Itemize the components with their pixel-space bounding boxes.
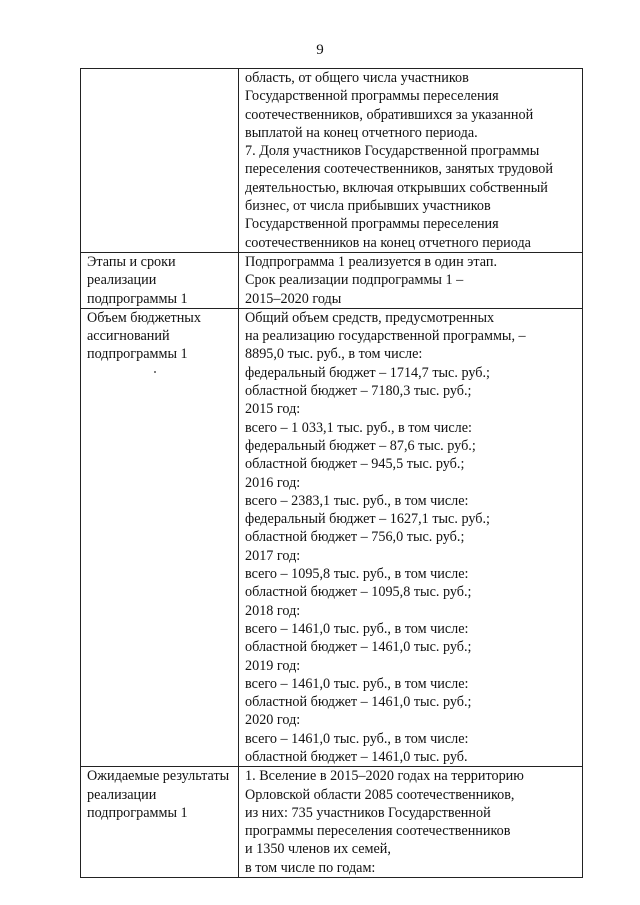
label-line: Объем бюджетных — [87, 309, 201, 326]
row-content-cell — [239, 767, 583, 878]
content-line: в том числе по годам: — [245, 859, 376, 876]
label-line: подпрограммы 1 — [87, 290, 188, 307]
content-line: Срок реализации подпрограммы 1 – — [245, 272, 464, 289]
content-line: программы переселения соотечественников — [245, 823, 511, 840]
table-body — [81, 69, 583, 878]
content-line: соотечественников на конец отчетного периода — [245, 234, 531, 251]
content-line: областной бюджет – 1461,0 тыс. руб. — [245, 748, 468, 765]
content-line: из них: 735 участников Государственной — [245, 804, 491, 821]
program-passport-table — [80, 68, 583, 878]
label-line: реализации — [87, 272, 157, 289]
row-content-cell — [239, 69, 583, 253]
content-line: деятельностью, включая открывших собственный — [245, 179, 548, 196]
row-label-cell — [81, 69, 239, 253]
content-line: областной бюджет – 1461,0 тыс. руб.; — [245, 694, 472, 711]
table-row — [81, 252, 583, 308]
content-line: областной бюджет – 945,5 тыс. руб.; — [245, 456, 465, 473]
scan-speck — [154, 371, 156, 373]
content-line: Орловской области 2085 соотечественников, — [245, 786, 515, 803]
content-line: 1. Вселение в 2015–2020 годах на территорию — [245, 768, 524, 785]
content-line: на реализацию государственной программы, – — [245, 328, 526, 345]
content-line: 2019 год: — [245, 657, 301, 674]
content-line: Государственной программы переселения — [245, 88, 499, 105]
content-line: федеральный бюджет – 1714,7 тыс. руб.; — [245, 364, 490, 381]
page-number: 9 — [316, 42, 324, 58]
content-line: всего – 1461,0 тыс. руб., в том числе: — [245, 730, 469, 747]
content-line: область, от общего числа участников — [245, 70, 469, 86]
label-line: Ожидаемые результаты — [87, 768, 230, 785]
content-line: 2018 год: — [245, 602, 301, 619]
content-line: бизнес, от числа прибывших участников — [245, 198, 491, 215]
label-line: реализации — [87, 786, 157, 803]
table-row — [81, 69, 583, 253]
content-line: всего – 1 033,1 тыс. руб., в том числе: — [245, 419, 472, 436]
row-content-cell — [239, 308, 583, 766]
row-label-cell — [81, 252, 239, 308]
content-line: всего – 1461,0 тыс. руб., в том числе: — [245, 675, 469, 692]
label-line: подпрограммы 1 — [87, 804, 188, 821]
label-line: ассигнований — [87, 328, 170, 345]
table-row — [81, 767, 583, 878]
content-line: 8895,0 тыс. руб., в том числе: — [245, 346, 423, 363]
content-line: областной бюджет – 756,0 тыс. руб.; — [245, 529, 465, 546]
content-line: переселения соотечественников, занятых трудовой — [245, 161, 553, 178]
label-line: Этапы и сроки — [87, 253, 176, 270]
content-line: 7. Доля участников Государственной программы — [245, 143, 540, 160]
content-line: всего – 1095,8 тыс. руб., в том числе: — [245, 566, 469, 583]
row-content-cell — [239, 252, 583, 308]
content-line: соотечественников, обратившихся за указанной — [245, 106, 534, 123]
content-line: 2015 год: — [245, 401, 301, 418]
content-line: 2017 год: — [245, 547, 301, 564]
content-line: 2020 год: — [245, 712, 301, 729]
content-line: федеральный бюджет – 87,6 тыс. руб.; — [245, 437, 476, 454]
content-line: областной бюджет – 7180,3 тыс. руб.; — [245, 383, 472, 400]
content-line: 2015–2020 годы — [245, 290, 342, 307]
content-line: областной бюджет – 1095,8 тыс. руб.; — [245, 584, 472, 601]
table-row — [81, 308, 583, 766]
row-label-cell — [81, 767, 239, 878]
content-line: федеральный бюджет – 1627,1 тыс. руб.; — [245, 511, 490, 528]
content-line: Государственной программы переселения — [245, 216, 499, 233]
content-line: и 1350 членов их семей, — [245, 841, 391, 858]
content-line: 2016 год: — [245, 474, 301, 491]
content-line: всего – 2383,1 тыс. руб., в том числе: — [245, 492, 469, 509]
label-line: подпрограммы 1 — [87, 346, 188, 363]
content-line: всего – 1461,0 тыс. руб., в том числе: — [245, 620, 469, 637]
content-line: Подпрограмма 1 реализуется в один этап. — [245, 253, 497, 270]
content-line: областной бюджет – 1461,0 тыс. руб.; — [245, 639, 472, 656]
content-line: выплатой на конец отчетного периода. — [245, 124, 478, 141]
content-line: Общий объем средств, предусмотренных — [245, 309, 495, 326]
row-label-cell — [81, 308, 239, 766]
